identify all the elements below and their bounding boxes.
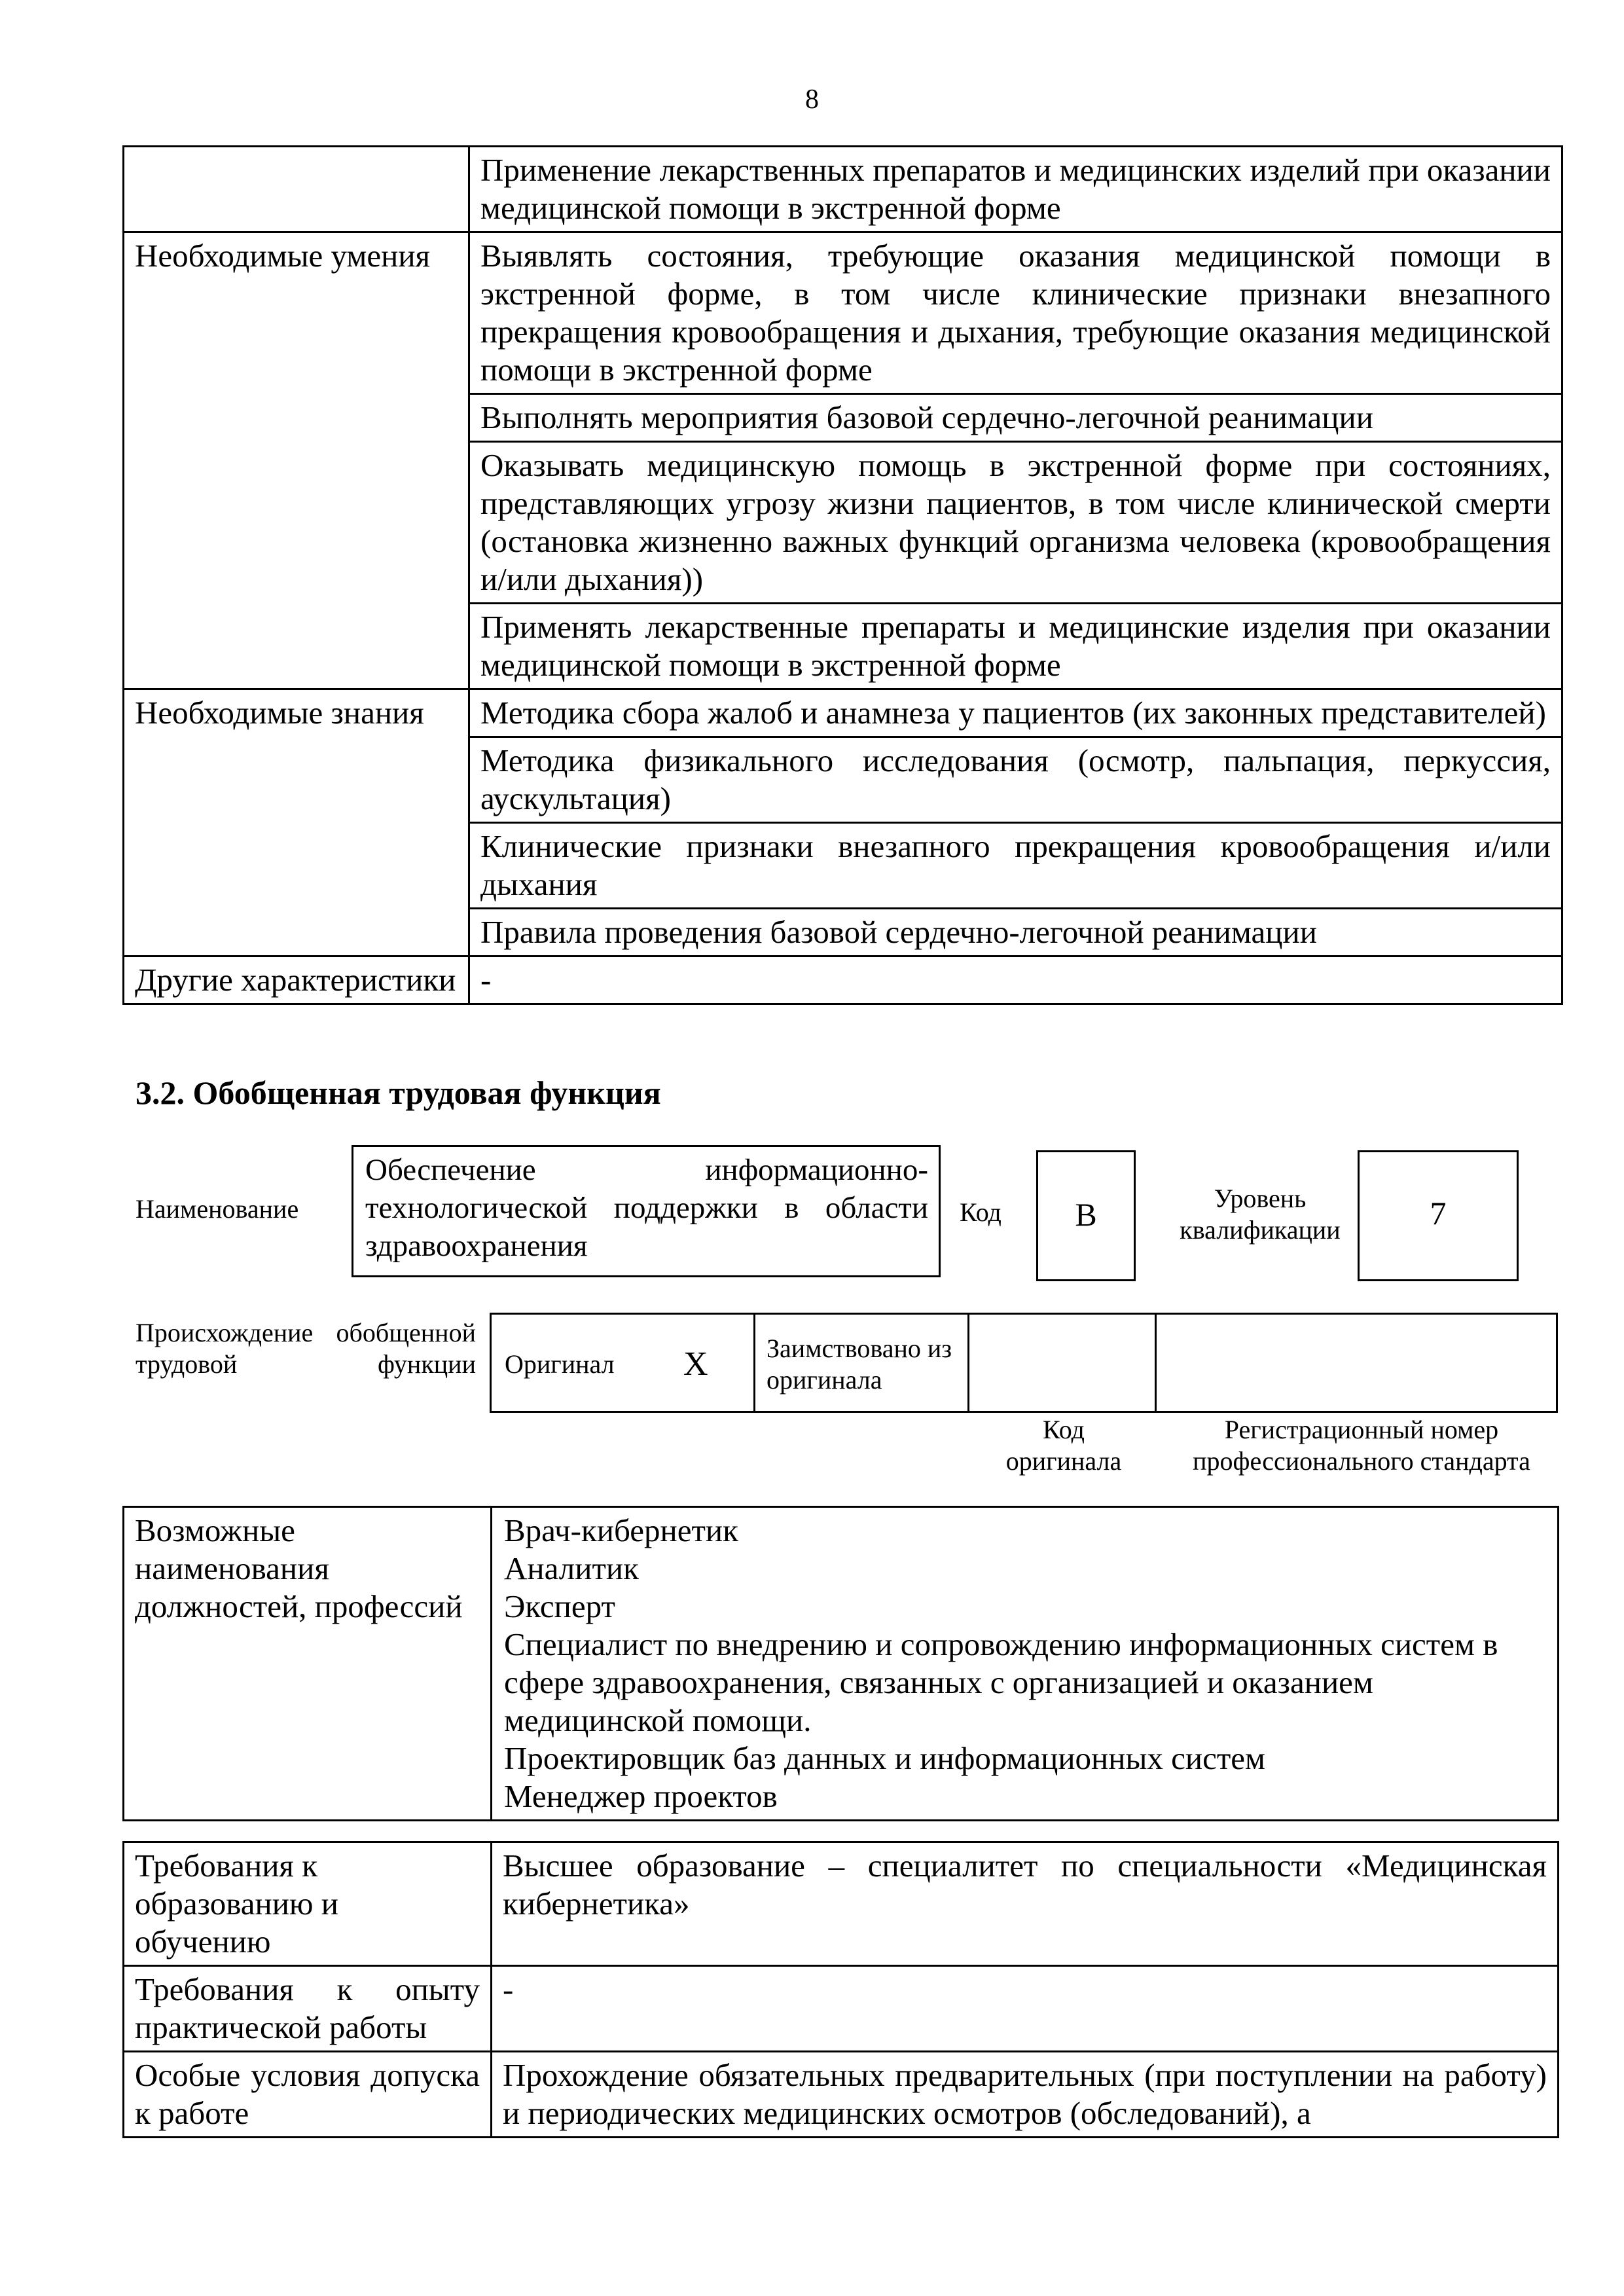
positions-table xyxy=(122,1506,1559,1821)
level-label: Уровень квалификации xyxy=(1180,1184,1341,1245)
table-row xyxy=(124,1966,1559,2052)
list-item: Эксперт xyxy=(504,1588,615,1624)
row-label: Необходимые умения xyxy=(124,232,469,689)
table-row xyxy=(124,957,1562,1004)
name-label: Наименование xyxy=(135,1194,299,1224)
origin-divider xyxy=(967,1315,969,1411)
table-row xyxy=(124,147,1562,232)
code-caption: Код оригинала xyxy=(1005,1415,1122,1476)
row-label: Требования к образованию и обучению xyxy=(124,1842,492,1966)
row-label: Особые условия допуска к работе xyxy=(124,2052,492,2138)
borrowed-label: Заимствовано из оригинала xyxy=(767,1334,952,1394)
list-item: Аналитик xyxy=(504,1550,639,1586)
table-cell: Прохождение обязательных предварительных (при поступлении на работу) и периодических медицинских осмотров (обследований), а xyxy=(492,2052,1559,2138)
list-item: Проектировщик баз данных и информационных систем xyxy=(504,1740,1266,1776)
row-label: Необходимые знания xyxy=(124,689,469,957)
table-cell: Методика физикального исследования (осмотр, пальпация, перкуссия, аускультация) xyxy=(469,737,1562,823)
original-mark: X xyxy=(683,1345,708,1383)
table-row xyxy=(124,1842,1559,1966)
table-row xyxy=(124,232,1562,394)
name-box xyxy=(352,1145,941,1277)
row-label: Другие характеристики xyxy=(124,957,469,1004)
table-cell: - xyxy=(469,957,1562,1004)
code-value: B xyxy=(1075,1196,1097,1233)
table-cell: Выявлять состояния, требующие оказания медицинской помощи в экстренной форме, в том числе клинические признаки внезапного прекращения кровообращения и дыхания, требующие оказания медицинской помощи в экстренной форме xyxy=(469,232,1562,394)
original-label: Оригинал xyxy=(505,1349,615,1379)
origin-divider xyxy=(753,1315,755,1411)
positions-label: Возможные наименования должностей, профессий xyxy=(124,1507,492,1821)
table-cell: Правила проведения базовой сердечно-легочной реанимации xyxy=(469,909,1562,957)
list-item: Врач-кибернетик xyxy=(504,1512,738,1548)
row-label: Требования к опыту практической работы xyxy=(124,1966,492,2052)
origin-divider xyxy=(1155,1315,1157,1411)
section-heading: 3.2. Обобщенная трудовая функция xyxy=(135,1074,661,1111)
code-box xyxy=(1036,1150,1136,1281)
reg-caption: Регистрационный номер профессионального стандарта xyxy=(1193,1415,1530,1476)
table-row xyxy=(124,2052,1559,2138)
table-row xyxy=(124,1507,1559,1821)
row-label xyxy=(124,147,469,232)
table-row xyxy=(124,689,1562,737)
list-item: Специалист по внедрению и сопровождению информационных систем в сфере здравоохранения, связанных с организацией и оказанием медицинской помощи. xyxy=(504,1626,1498,1738)
requirements-table xyxy=(122,1841,1559,2138)
table-cell: Высшее образование – специалитет по специальности «Медицинская кибернетика» xyxy=(492,1842,1559,1966)
list-item: Менеджер проектов xyxy=(504,1778,778,1814)
table-cell: Применять лекарственные препараты и медицинские изделия при оказании медицинской помощи в экстренной форме xyxy=(469,604,1562,689)
function-name: Обеспечение информационно-технологической поддержки в области здравоохранения xyxy=(365,1153,928,1263)
origin-label: Происхождение обобщенной трудовой функции xyxy=(135,1318,476,1379)
table-cell: Выполнять мероприятия базовой сердечно-легочной реанимации xyxy=(469,394,1562,442)
level-box xyxy=(1358,1150,1519,1281)
table-cell: Применение лекарственных препаратов и медицинских изделий при оказании медицинской помощи в экстренной форме xyxy=(469,147,1562,232)
table-cell: Оказывать медицинскую помощь в экстренной форме при состояниях, представляющих угрозу жизни пациентов, в том числе клинической смерти (остановка жизненно важных функций организма человека (кровообращения и/или дыхания)) xyxy=(469,442,1562,604)
table-cell: Методика сбора жалоб и анамнеза у пациентов (их законных представителей) xyxy=(469,689,1562,737)
table-cell: Клинические признаки внезапного прекращения кровообращения и/или дыхания xyxy=(469,823,1562,909)
table-cell: - xyxy=(492,1966,1559,2052)
positions-list xyxy=(492,1507,1559,1821)
page-number: 8 xyxy=(805,84,819,115)
function-table xyxy=(122,145,1563,1005)
code-label: Код xyxy=(960,1197,1001,1227)
origin-box xyxy=(490,1313,1558,1413)
level-value: 7 xyxy=(1430,1195,1447,1231)
